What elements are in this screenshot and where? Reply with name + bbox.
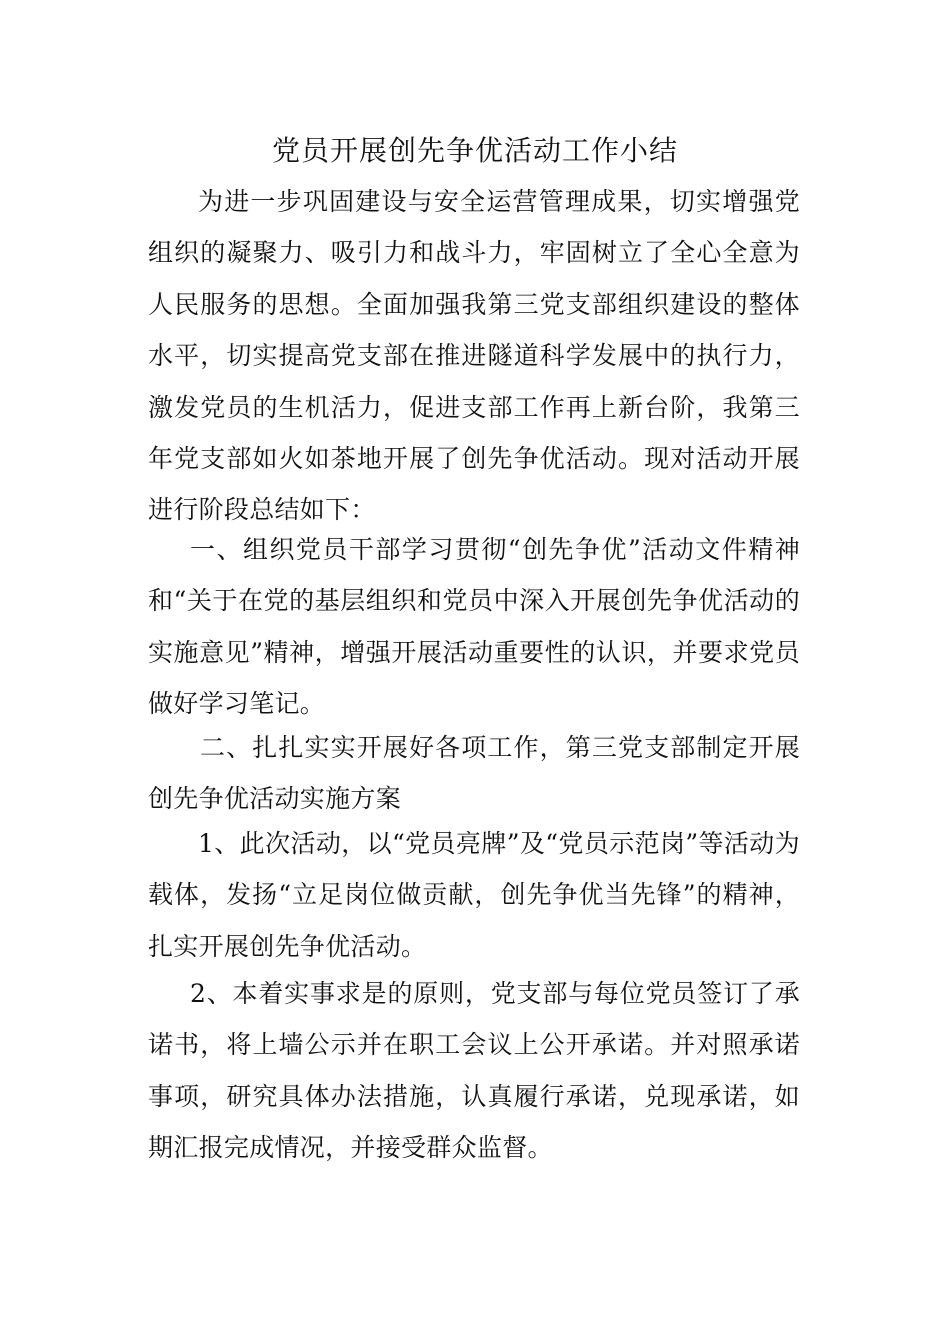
paragraph-item-one: 1、此次活动，以“党员亮牌”及“党员示范岗”等活动为载体，发扬“立足岗位做贡献，创先争优当先锋”的精神，扎实开展创先争优活动。: [148, 829, 800, 961]
paragraph-item-two: 2、本着实事求是的原则，党支部与每位党员签订了承诺书，将上墙公示并在职工会议上公开承诺。并对照承诺事项，研究具体办法措施，认真履行承诺，兑现承诺，如期汇报完成情况，并接受群众监督。: [148, 979, 800, 1163]
paragraph-section-two: 二、扎扎实实开展好各项工作，第三党支部制定开展创先争优活动实施方案: [148, 733, 800, 814]
paragraph-section-one: 一、组织党员干部学习贯彻“创先争优”活动文件精神和“关于在党的基层组织和党员中深入开展创先争优活动的实施意见”精神，增强开展活动重要性的认识，并要求党员做好学习笔记。: [148, 535, 800, 719]
paragraph-intro: 为进一步巩固建设与安全运营管理成果，切实增强党组织的凝聚力、吸引力和战斗力，牢固树立了全心全意为人民服务的思想。全面加强我第三党支部组织建设的整体水平，切实提高党支部在推进隧道科学发展中的执行力，激发党员的生机活力，促进支部工作再上新台阶，我第三年党支部如火如茶地开展了创先争优活动。现对活动开展进行阶段总结如下：: [148, 187, 800, 525]
document-title: 党员开展创先争优活动工作小结: [271, 134, 678, 167]
